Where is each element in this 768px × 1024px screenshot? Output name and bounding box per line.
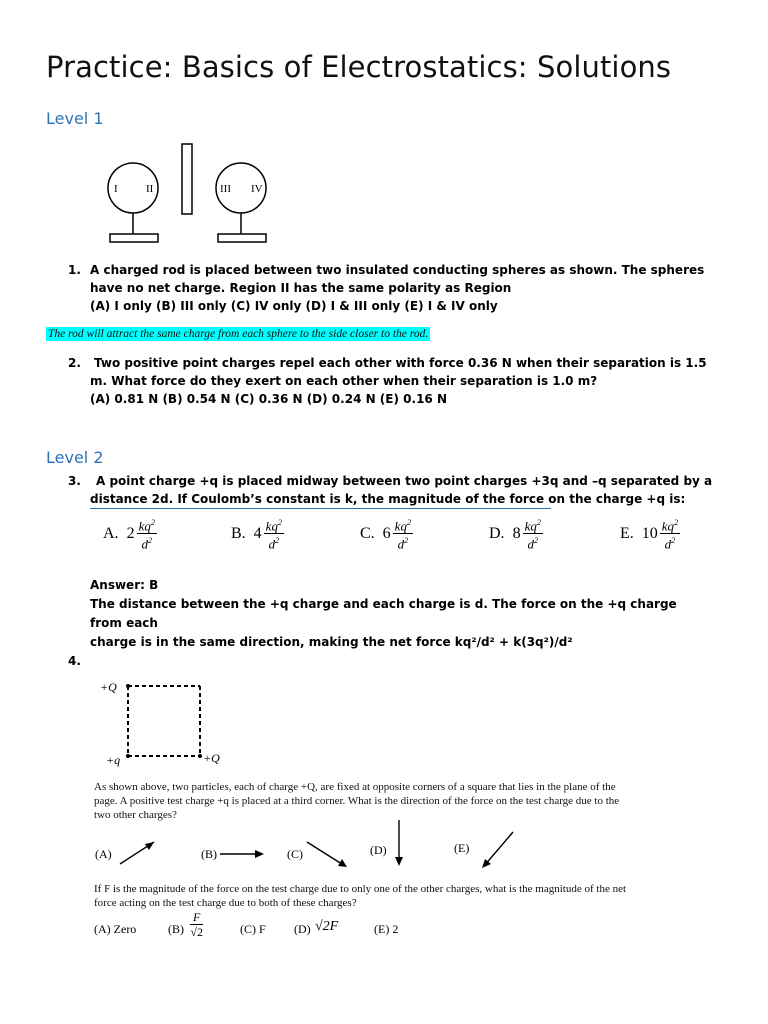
spheres-rod-figure xyxy=(100,140,300,250)
page-title: Practice: Basics of Electrostatics: Solutions xyxy=(46,50,672,84)
charge-label-bottom-right: +Q xyxy=(203,751,220,765)
arrow-down-icon xyxy=(392,820,406,868)
question-text: A point charge +q is placed midway between two point charges +3q and –q separated by a distance 2d. If Coulomb’s constant is k, the magnitude of the force on the charge +q is: xyxy=(90,474,713,506)
question-3 xyxy=(68,472,718,508)
level-2-heading: Level 2 xyxy=(46,448,104,467)
options-post: (C) IV only (D) I & III only (E) I & IV only xyxy=(226,299,498,313)
charge-label-bottom-left: +q xyxy=(106,753,121,767)
mag-option-B: (B) xyxy=(168,922,184,936)
choice-C: C. 6 $\frac{kq^2}{d^2}$ xyxy=(360,518,411,552)
square-charges-figure xyxy=(100,678,260,778)
choice-A: A. 2 $\frac{kq^2}{d^2}$ xyxy=(103,518,155,552)
explanation-line-1: The distance between the +q charge and each charge is d. The force on the +q charge from each xyxy=(90,597,677,630)
mag-option-D-value: √2F xyxy=(315,919,339,934)
divider xyxy=(90,508,551,509)
mag-option-E: (E) 2 xyxy=(374,922,399,936)
choice-D: D. 8 $\frac{kq^2}{d^2}$ xyxy=(489,518,541,552)
dir-option-E: (E) xyxy=(454,841,470,855)
q4-text-2: If F is the magnitude of the force on the test charge due to only one of the other charges, what is the magnitude of the net force acting on the test charge due to both of these charges? xyxy=(94,883,627,909)
q3-answer xyxy=(90,576,710,652)
arrow-down-right-icon xyxy=(305,838,349,870)
question-text: A charged rod is placed between two insulated conducting spheres as shown. The spheres have no net charge. Region II has the same polarity as Region xyxy=(90,263,705,295)
level-1-heading: Level 1 xyxy=(46,109,104,128)
dir-option-D: (D) xyxy=(370,843,387,857)
explanation-line-2: charge is in the same direction, making the net force kq²/d² + k(3q²)/d² xyxy=(90,635,573,649)
question-1 xyxy=(68,261,718,315)
region-III-label: III xyxy=(220,183,231,195)
arrow-up-right-icon xyxy=(118,838,158,868)
question-2 xyxy=(68,354,718,408)
arrow-right-icon xyxy=(220,847,270,861)
question-number: 4. xyxy=(68,654,81,668)
choice-B: B. 4 $\frac{kq^2}{d^2}$ xyxy=(231,518,282,552)
question-text: Two positive point charges repel each other with force 0.36 N when their separation is 1.5 m. What force do they exert on each other when their separation is 1.0 m? xyxy=(90,356,707,388)
mag-option-A: (A) Zero xyxy=(94,922,137,936)
q4-text: As shown above, two particles, each of charge +Q, are fixed at opposite corners of a square that lies in the plane of the page. A positive test charge +q is placed at a third corner. What is the direction of the force on the test charge due to the two other charges? xyxy=(94,781,620,821)
mag-option-B-fraction: F √2 xyxy=(190,910,203,939)
dir-option-A: (A) xyxy=(95,847,112,861)
answer-options: (A) 0.81 N (B) 0.54 N (C) 0.36 N (D) 0.24 N (E) 0.16 N xyxy=(90,392,447,406)
arrow-down-left-icon xyxy=(480,830,516,870)
choice-E: E. 10 $\frac{kq^2}{d^2}$ xyxy=(620,518,679,552)
answer-label: Answer: B xyxy=(90,578,159,592)
region-I-label: I xyxy=(114,183,118,195)
mag-option-C: (C) F xyxy=(240,922,266,936)
options-pre: (A) I only xyxy=(90,299,156,313)
region-II-label: II xyxy=(146,183,154,195)
dir-option-C: (C) xyxy=(287,847,303,861)
charge-label-top-left: +Q xyxy=(100,680,117,694)
mag-option-D: (D) xyxy=(294,922,311,936)
question-number: 1. xyxy=(68,263,81,277)
question-number: 2. xyxy=(68,356,81,370)
question-number: 3. xyxy=(68,474,81,488)
highlighted-explanation: The rod will attract the same charge from each sphere to the side closer to the rod. xyxy=(48,328,429,340)
region-IV-label: IV xyxy=(251,183,263,195)
dir-option-B: (B) xyxy=(201,847,217,861)
correct-answer: (B) III only xyxy=(155,299,227,313)
